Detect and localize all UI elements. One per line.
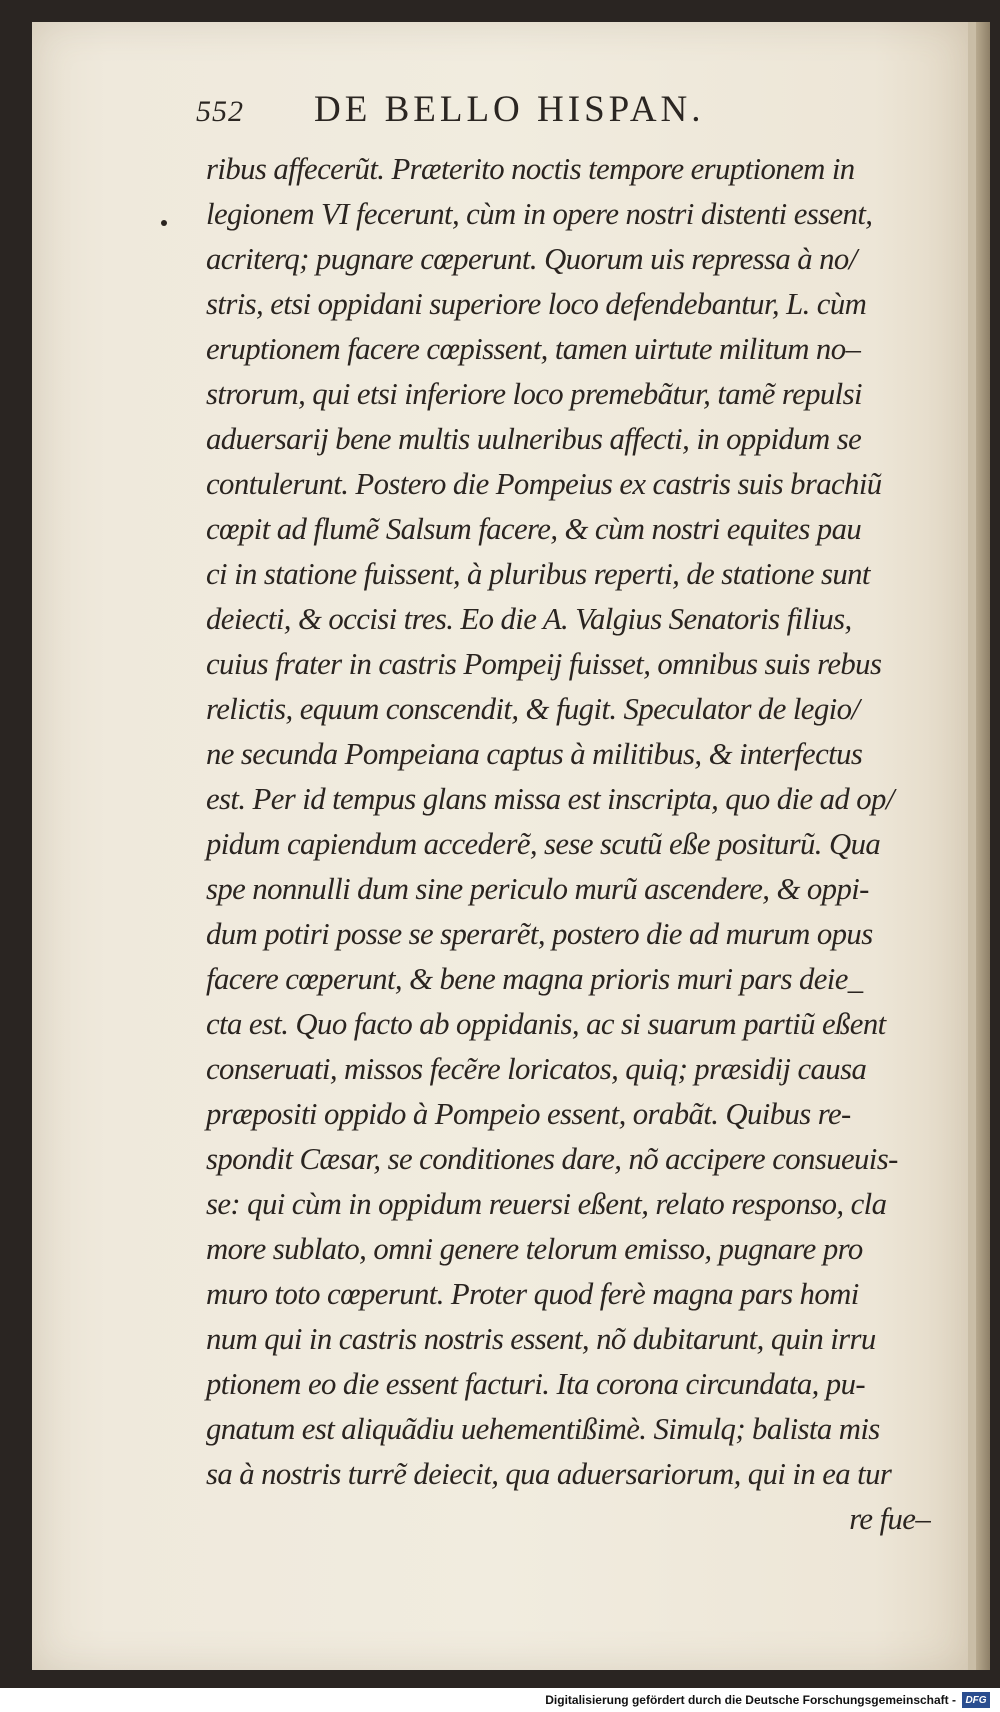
text-line: muro toto cœperunt. Proter quod ferè magna pars homi bbox=[206, 1276, 859, 1311]
text-line: more sublato, omni genere telorum emisso, pugnare pro bbox=[206, 1231, 863, 1266]
text-line: gnatum est aliquãdiu uehementißimè. Simulq; balista mis bbox=[206, 1411, 880, 1446]
page-header bbox=[196, 88, 796, 136]
text-line: strorum, qui etsi inferiore loco premebãtur, tamẽ repulsi bbox=[206, 376, 862, 411]
page-number: 552 bbox=[196, 95, 244, 128]
text-line: acriterq; pugnare cœperunt. Quorum uis repressa à no/ bbox=[206, 241, 857, 276]
digitization-footer bbox=[0, 1688, 1000, 1712]
page-edge bbox=[976, 22, 990, 1670]
text-line: ci in statione fuissent, à pluribus reperti, de statione sunt bbox=[206, 556, 870, 591]
text-line: cta est. Quo facto ab oppidanis, ac si suarum partiũ eßent bbox=[206, 1006, 886, 1041]
margin-mark bbox=[161, 220, 167, 226]
text-line: pidum capiendum accederẽ, sese scutũ eße positurũ. Qua bbox=[206, 826, 881, 861]
text-line: ptionem eo die essent facturi. Ita corona circundata, pu- bbox=[206, 1366, 866, 1401]
text-line: spe nonnulli dum sine periculo murũ ascendere, & oppi- bbox=[206, 871, 869, 906]
text-line: dum potiri posse se sperarẽt, postero die ad murum opus bbox=[206, 916, 873, 951]
text-line: est. Per id tempus glans missa est inscripta, quo die ad op/ bbox=[206, 781, 894, 816]
dfg-logo-icon: DFG bbox=[962, 1692, 990, 1708]
text-line: num qui in castris nostris essent, nõ dubitarunt, quin irru bbox=[206, 1321, 876, 1356]
text-line: conseruati, missos fecẽre loricatos, quiq; præsidij causa bbox=[206, 1051, 867, 1086]
text-line: ribus affecerũt. Præterito noctis tempore eruptionem in bbox=[206, 151, 855, 186]
text-line: cœpit ad flumẽ Salsum facere, & cùm nostri equites pau bbox=[206, 511, 862, 546]
catchword: re fue– bbox=[849, 1501, 931, 1536]
text-line: aduersarij bene multis uulneribus affecti, in oppidum se bbox=[206, 421, 862, 456]
body-text bbox=[206, 146, 952, 1541]
text-line: relictis, equum conscendit, & fugit. Speculator de legio/ bbox=[206, 691, 860, 726]
text-line: præpositi oppido à Pompeio essent, orabãt. Quibus re- bbox=[206, 1096, 851, 1131]
funding-credit: Digitalisierung gefördert durch die Deutsche Forschungsgemeinschaft - bbox=[545, 1693, 956, 1707]
text-line: eruptionem facere cœpissent, tamen uirtute militum no– bbox=[206, 331, 861, 366]
text-line: deiecti, & occisi tres. Eo die A. Valgius Senatoris filius, bbox=[206, 601, 852, 636]
text-line: stris, etsi oppidani superiore loco defendebantur, L. cùm bbox=[206, 286, 867, 321]
text-line: cuius frater in castris Pompeij fuisset, omnibus suis rebus bbox=[206, 646, 882, 681]
text-line: ne secunda Pompeiana captus à militibus, & interfectus bbox=[206, 736, 863, 771]
text-line: spondit Cæsar, se conditiones dare, nõ accipere consueuis- bbox=[206, 1141, 898, 1176]
text-line: facere cœperunt, & bene magna prioris muri pars deie_ bbox=[206, 961, 863, 996]
text-line: contulerunt. Postero die Pompeius ex castris suis brachiũ bbox=[206, 466, 882, 501]
text-line: legionem VI fecerunt, cùm in opere nostri distenti essent, bbox=[206, 196, 873, 231]
running-title: DE BELLO HISPAN. bbox=[314, 89, 705, 130]
text-line: sa à nostris turrẽ deiecit, qua aduersariorum, qui in ea tur bbox=[206, 1456, 892, 1491]
text-line: se: qui cùm in oppidum reuersi eßent, relato responso, cla bbox=[206, 1186, 887, 1221]
